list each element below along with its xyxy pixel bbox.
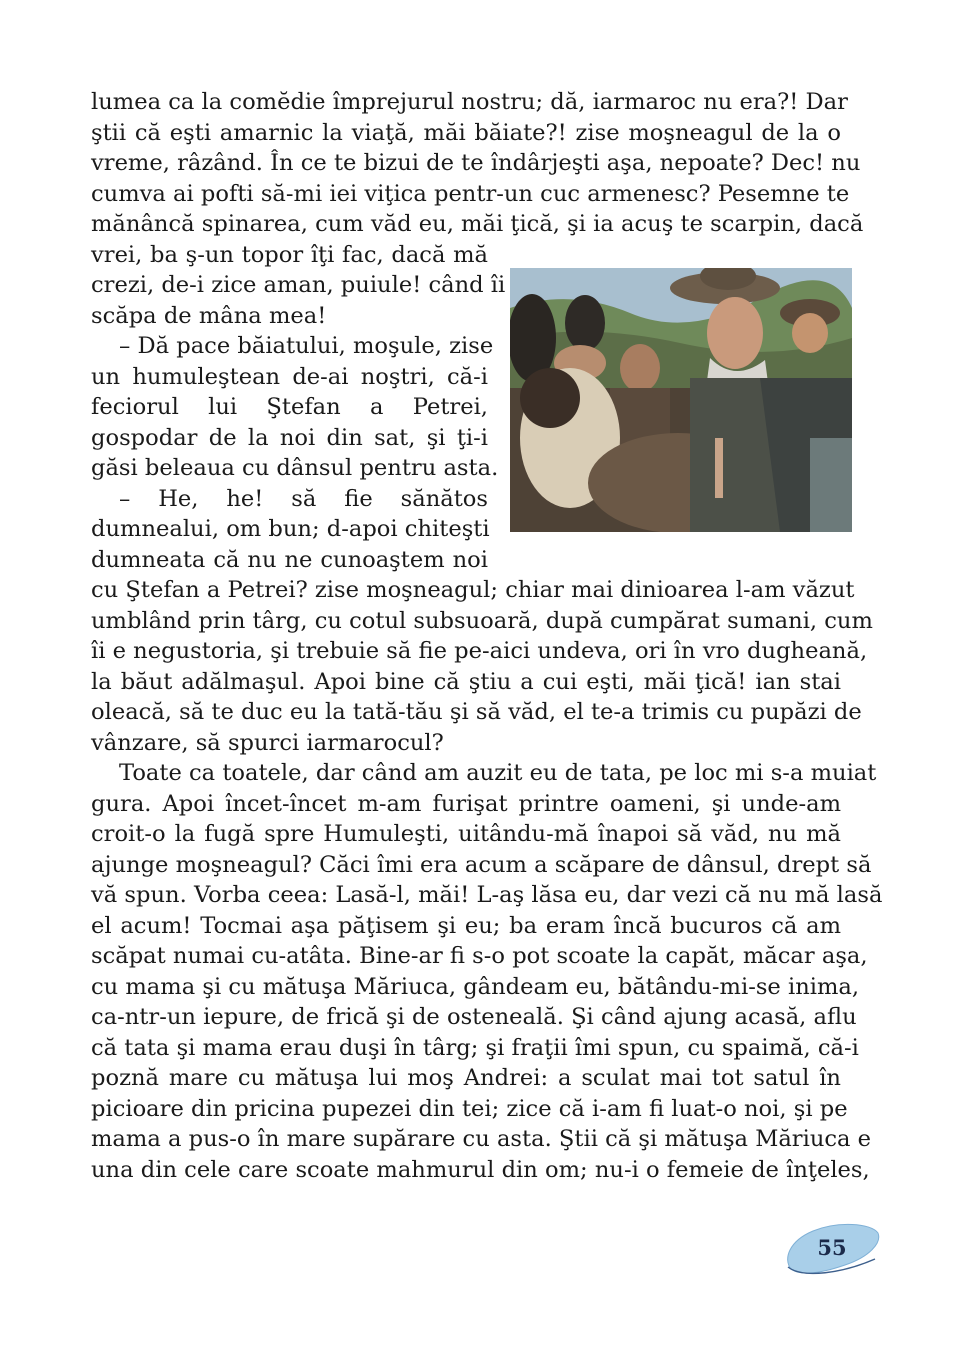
text-line: scăpa de mâna mea! [91, 302, 327, 329]
text-line: mama a pus-o în mare supărare cu asta. Ştii că şi mătuşa Măriuca e [91, 1126, 872, 1152]
text-line: gura. Apoi încet-încet m-am furişat printre oameni, şi unde-am [91, 790, 841, 817]
text-line: Toate ca toatele, dar când am auzit eu de tata, pe loc mi s-a muiat [119, 760, 877, 786]
text-line: croit-o la fugă spre Humuleşti, uitându-mă înapoi să văd, nu mă [91, 821, 841, 847]
text-line: dumneata că nu ne cunoaştem noi [91, 546, 488, 573]
text-line: la băut adălmaşul. Apoi bine că ştiu a cui eşti, măi ţică! ian stai [91, 668, 841, 695]
text-line: picioare din pricina pupezei din tei; zice că i-am fi luat-o noi, şi pe [91, 1095, 848, 1122]
text-line: mănâncă spinarea, cum văd eu, măi ţică, şi ia acuş te scarpin, dacă [91, 211, 864, 237]
text-line: una din cele care scoate mahmurul din om; nu-i o femeie de înţeles, [91, 1156, 870, 1183]
text-line: umblând prin târg, cu cotul subsuoară, după cumpărat sumani, cum [91, 607, 873, 634]
text-line: oleacă, să te duc eu la tată-tău şi să văd, el te-a trimis cu pupăzi de [91, 699, 862, 725]
text-line: vreme, râzând. În ce te bizui de te îndârjeşti aşa, nepoate? Dec! nu [91, 150, 861, 176]
text-line: – Dă pace băiatului, moşule, zise [119, 333, 494, 359]
text-line: vă spun. Vorba ceea: Lasă-l, măi! L-aş lăsa eu, dar vezi că nu mă lasă [91, 882, 883, 908]
text-line: că tata şi mama erau duşi în târg; şi fraţii îmi spun, cu spaimă, că-i [91, 1034, 859, 1061]
text-line: cu mama şi cu mătuşa Măriuca, gândeam eu, bătându-mi-se inima, [91, 973, 860, 1000]
text-line: un humuleştean de-ai noştri, că-i [91, 363, 488, 390]
text-line: el acum! Tocmai aşa păţisem şi eu; ba eram încă bucuros că am [91, 912, 841, 939]
text-line: îi e negustoria, şi trebuie să fie pe-aici undeva, ori în vro dugheană, [91, 638, 868, 664]
page-number: 55 [817, 1235, 847, 1260]
text-line: ca-ntr-un iepure, de frică şi de osteneală. Şi când ajung acasă, aflu [91, 1004, 857, 1030]
text-line: vrei, ba ş-un topor îţi fac, dacă mă [91, 241, 488, 268]
text-line: cu Ştefan a Petrei? zise moşneagul; chiar mai dinioarea l-am văzut [91, 577, 855, 603]
text-line: feciorul lui Ştefan a Petrei, [91, 394, 488, 420]
text-line: crezi, de-i zice aman, puiule! când îi [91, 272, 506, 298]
text-line: vânzare, să spurci iarmarocul? [91, 729, 444, 756]
text-line: găsi beleaua cu dânsul pentru asta. [91, 455, 499, 481]
text-line: lumea ca la comĕdie împrejurul nostru; dă, iarmaroc nu era?! Dar [91, 89, 848, 115]
text-line: scăpat numai cu-atâta. Bine-ar fi s-o pot scoate la capăt, măcar aşa, [91, 943, 868, 969]
text-line: ştii că eşti amarnic la viaţă, măi băiate?! zise moşneagul de la o [91, 119, 841, 146]
illustration-photo [510, 268, 852, 532]
page-number-badge [783, 1221, 881, 1277]
text-line: dumnealui, om bun; d-apoi chiteşti [91, 516, 490, 542]
text-line: – He, he! să fie sănătos [119, 485, 488, 512]
text-line: gospodar de la noi din sat, şi ţi-i [91, 424, 488, 451]
text-line: cumva ai pofti să-mi iei viţica pentr-un cuc armenesc? Pesemne te [91, 180, 850, 207]
text-line: poznă mare cu mătuşa lui moş Andrei: a sculat mai tot satul în [91, 1065, 841, 1091]
text-line: ajunge moşneagul? Căci îmi era acum a scăpare de dânsul, drept să [91, 851, 872, 878]
